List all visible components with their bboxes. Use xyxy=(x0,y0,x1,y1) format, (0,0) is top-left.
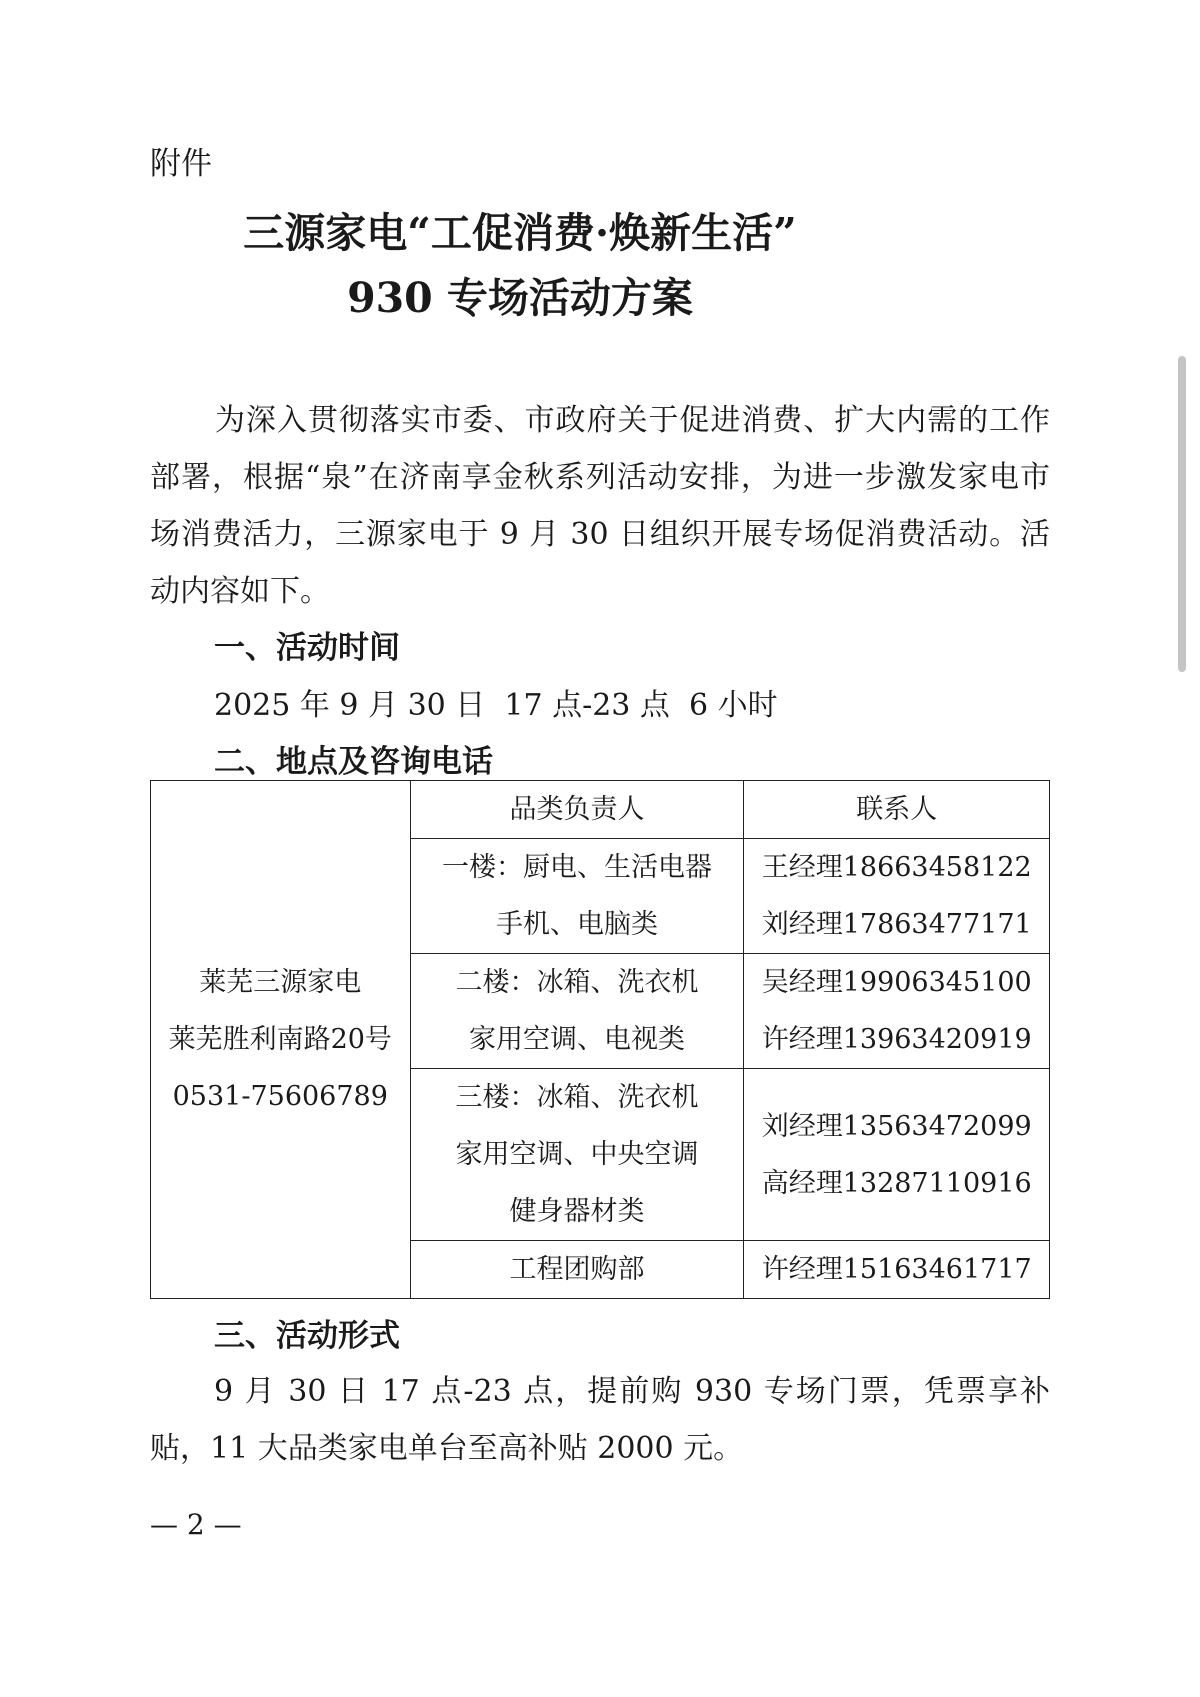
contact-line: 刘经理17863477171 xyxy=(761,909,1032,940)
store-phone: 0531-75606789 xyxy=(172,1081,388,1112)
category-line: 手机、电脑类 xyxy=(495,909,658,940)
activity-form-paragraph xyxy=(150,1363,1050,1477)
section-3-heading: 三、活动形式 xyxy=(214,1318,400,1354)
category-cell xyxy=(410,1069,744,1241)
section-1-heading: 一、活动时间 xyxy=(214,630,400,666)
category-line: 三楼：冰箱、洗衣机 xyxy=(455,1082,699,1113)
contact-cell xyxy=(744,839,1050,954)
category-line: 健身器材类 xyxy=(509,1196,645,1227)
vertical-scrollbar[interactable] xyxy=(1178,356,1186,672)
location-cell xyxy=(151,781,411,1299)
contact-line: 刘经理13563472099 xyxy=(761,1110,1032,1142)
intro-paragraph xyxy=(150,392,1050,620)
contact-cell xyxy=(744,954,1050,1069)
header-category xyxy=(410,781,744,839)
category-line: 二楼：冰箱、洗衣机 xyxy=(455,967,699,998)
section-2-heading: 二、地点及咨询电话 xyxy=(214,744,493,780)
document-title-line-1: 三源家电“工促消费·焕新生活” xyxy=(243,209,797,257)
store-address: 莱芜胜利南路20号 xyxy=(168,1024,392,1055)
store-name: 莱芜三源家电 xyxy=(199,967,362,998)
contact-cell xyxy=(744,1241,1050,1299)
attachment-label: 附件 xyxy=(150,146,212,182)
intro-text: 为深入贯彻落实市委、市政府关于促进消费、扩大内需的工作部署，根据“泉”在济南享金秋系列活动安排，为进一步激发家电市场消费活力，三源家电于 9 月 30 日组织开展专场促消费活动。活动内容如下。 xyxy=(150,403,1050,609)
document-title-line-2: 930 专场活动方案 xyxy=(347,274,693,322)
category-cell xyxy=(410,954,744,1069)
activity-form-text: 9 月 30 日 17 点-23 点，提前购 930 专场门票，凭票享补贴，11 大品类家电单台至高补贴 2000 元。 xyxy=(150,1374,1050,1466)
category-line: 家用空调、电视类 xyxy=(468,1024,685,1055)
page-number: — 2 — xyxy=(150,1508,242,1541)
contact-line: 吴经理19906345100 xyxy=(761,967,1032,998)
category-line: 工程团购部 xyxy=(509,1254,645,1285)
category-line: 家用空调、中央空调 xyxy=(455,1139,699,1170)
category-line: 一楼：厨电、生活电器 xyxy=(441,852,712,883)
contact-cell xyxy=(744,1069,1050,1241)
contact-line: 许经理15163461717 xyxy=(761,1254,1032,1285)
header-category-text: 品类负责人 xyxy=(509,794,645,825)
activity-time: 2025 年 9 月 30 日 17 点-23 点 6 小时 xyxy=(214,688,778,723)
table-header-row xyxy=(151,781,1050,839)
category-cell xyxy=(410,1241,744,1299)
contact-table xyxy=(150,780,1050,1299)
header-contacts xyxy=(744,781,1050,839)
header-contacts-text: 联系人 xyxy=(856,794,938,825)
contact-line: 许经理13963420919 xyxy=(761,1024,1032,1055)
contact-line: 高经理13287110916 xyxy=(761,1167,1032,1199)
contact-line: 王经理18663458122 xyxy=(761,852,1032,883)
category-cell xyxy=(410,839,744,954)
